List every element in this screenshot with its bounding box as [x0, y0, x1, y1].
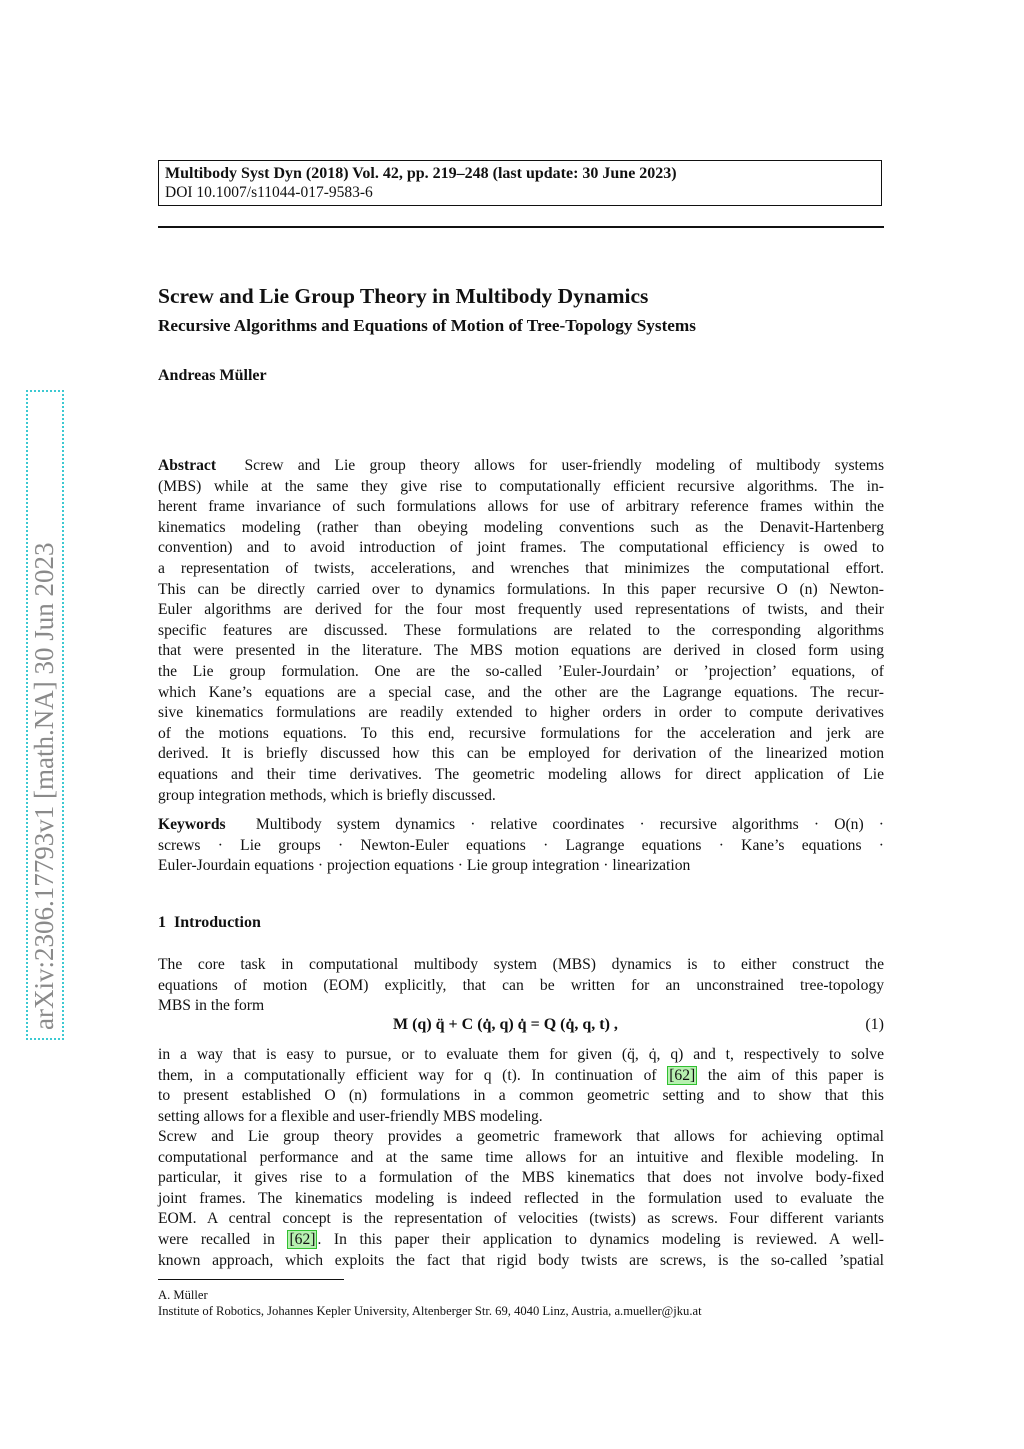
body-line: joint frames. The kinematics modeling is indeed reflected in the formulation used to evaluate the — [158, 1189, 884, 1207]
header-rule — [158, 226, 884, 228]
keywords — [158, 815, 884, 877]
abstract-line: Screw and Lie group theory allows for user-friendly modeling of multibody systems — [244, 457, 885, 474]
body-line: equations of motion (EOM) explicitly, that can be written for an unconstrained tree-topology — [158, 976, 884, 994]
equation-body: M (q) q̈ + C (q̇, q) q̇ = Q (q̇, q, t) , — [393, 1016, 618, 1033]
paper-title: Screw and Lie Group Theory in Multibody Dynamics — [158, 284, 649, 308]
abstract-line: (MBS) while at the same they give rise to computationally efficient recursive algorithms. The in- — [158, 477, 884, 495]
section-heading — [158, 914, 261, 932]
keywords-line: screws · Lie groups · Newton-Euler equations · Lagrange equations · Kane’s equations · — [158, 836, 884, 854]
footnote-affiliation: Institute of Robotics, Johannes Kepler University, Altenberger Str. 69, 4040 Linz, Austria, a.mueller@jku.at — [158, 1304, 702, 1318]
abstract-line: kinematics modeling (rather than obeying modeling conventions such as the Denavit-Hartenberg — [158, 518, 884, 536]
body-line: to present established O (n) formulations in a common geometric setting and to show that this — [158, 1087, 884, 1105]
abstract-label: Abstract — [158, 457, 217, 474]
author-name: Andreas Müller — [158, 367, 267, 384]
body-line: particular, it gives rise to a formulation of the MBS kinematics that does not involve body-fixed — [158, 1169, 884, 1187]
body-line: . In this paper their application to dynamics modeling is reviewed. A well- — [317, 1230, 884, 1248]
body-line: EOM. A central concept is the representation of velocities (twists) as screws. Four different variants — [158, 1210, 884, 1228]
arxiv-identifier[interactable]: arXiv:2306.17793v1 [math.NA] 30 Jun 2023 — [26, 390, 64, 1040]
abstract-line: derived. It is briefly discussed how this can be employed for derivation of the linearized motion — [158, 745, 884, 763]
body-line: computational performance and at the same time allows for an intuitive and flexible modeling. In — [158, 1148, 884, 1166]
body-line: were recalled in — [158, 1230, 275, 1248]
body-line: MBS in the form — [158, 997, 265, 1015]
body-line: them, in a computationally efficient way for q (t). In continuation of — [158, 1066, 657, 1084]
journal-header-box — [158, 160, 882, 206]
keywords-line: Euler-Jourdain equations · projection equations · Lie group integration · linearization — [158, 857, 691, 875]
citation-link[interactable]: [62] — [669, 1066, 696, 1084]
intro-paragraph-1 — [158, 955, 884, 1017]
section-title: Introduction — [174, 914, 261, 931]
body-line: The core task in computational multibody system (MBS) dynamics is to either construct the — [158, 956, 884, 973]
paper-subtitle: Recursive Algorithms and Equations of Motion of Tree-Topology Systems — [158, 316, 696, 335]
abstract-line: group integration methods, which is briefly discussed. — [158, 786, 496, 804]
abstract — [158, 456, 884, 806]
abstract-line: herent frame invariance of such formulations allows for use of arbitrary reference frames within the — [158, 498, 884, 516]
body-line: known approach, which exploits the fact that rigid body twists are screws, is the so-called ’spatial — [158, 1251, 884, 1269]
keywords-line: Multibody system dynamics · relative coordinates · recursive algorithms · O(n) · — [255, 816, 885, 833]
equation-number: (1) — [865, 1016, 884, 1033]
abstract-line: equations and their time derivatives. The geometric modeling allows for direct application of Lie — [158, 765, 884, 783]
body-line: in a way that is easy to pursue, or to evaluate them for given (q̈, q̇, q) and t, respectively to solve — [158, 1046, 884, 1063]
abstract-line: Euler algorithms are derived for the four most frequently used representations of twists, and their — [158, 601, 884, 619]
keywords-label: Keywords — [158, 816, 226, 833]
abstract-line: sive kinematics formulations are readily extended to higher orders in order to compute derivatives — [158, 704, 884, 722]
intro-paragraph-1-continued — [158, 1045, 884, 1127]
abstract-line: which Kane’s equations are a special case, and the other are the Lagrange equations. The recur- — [158, 683, 884, 701]
doi: DOI 10.1007/s11044-017-9583-6 — [165, 184, 373, 201]
abstract-line: a representation of twists, accelerations, and wrenches that minimizes the computational effort. — [158, 559, 884, 577]
abstract-line: This can be directly carried over to dynamics formulations. In this paper recursive O (n) Newton- — [158, 580, 884, 598]
abstract-line: convention) and to avoid introduction of joint frames. The computational efficiency is owed to — [158, 539, 884, 557]
abstract-line: of the motions equations. To this end, recursive formulations for the acceleration and jerk are — [158, 724, 884, 742]
journal-citation: Multibody Syst Dyn (2018) Vol. 42, pp. 219–248 (last update: 30 June 2023) — [165, 165, 677, 182]
body-line: setting allows for a flexible and user-friendly MBS modeling. — [158, 1107, 543, 1125]
body-line: Screw and Lie group theory provides a geometric framework that allows for achieving optimal — [158, 1128, 884, 1145]
footnote-rule — [158, 1279, 344, 1280]
abstract-line: that were presented in the literature. The MBS motion equations are derived in closed form using — [158, 642, 884, 660]
intro-paragraph-2 — [158, 1127, 884, 1271]
body-line: the aim of this paper is — [707, 1066, 884, 1084]
footnote-author: A. Müller — [158, 1288, 208, 1302]
section-number: 1 — [158, 914, 166, 931]
abstract-line: specific features are discussed. These formulations are related to the corresponding algorithms — [158, 621, 884, 639]
abstract-line: the Lie group formulation. One are the so-called ’Euler-Jourdain’ or ’projection’ equations, of — [158, 662, 884, 680]
citation-link[interactable]: [62] — [289, 1230, 316, 1248]
